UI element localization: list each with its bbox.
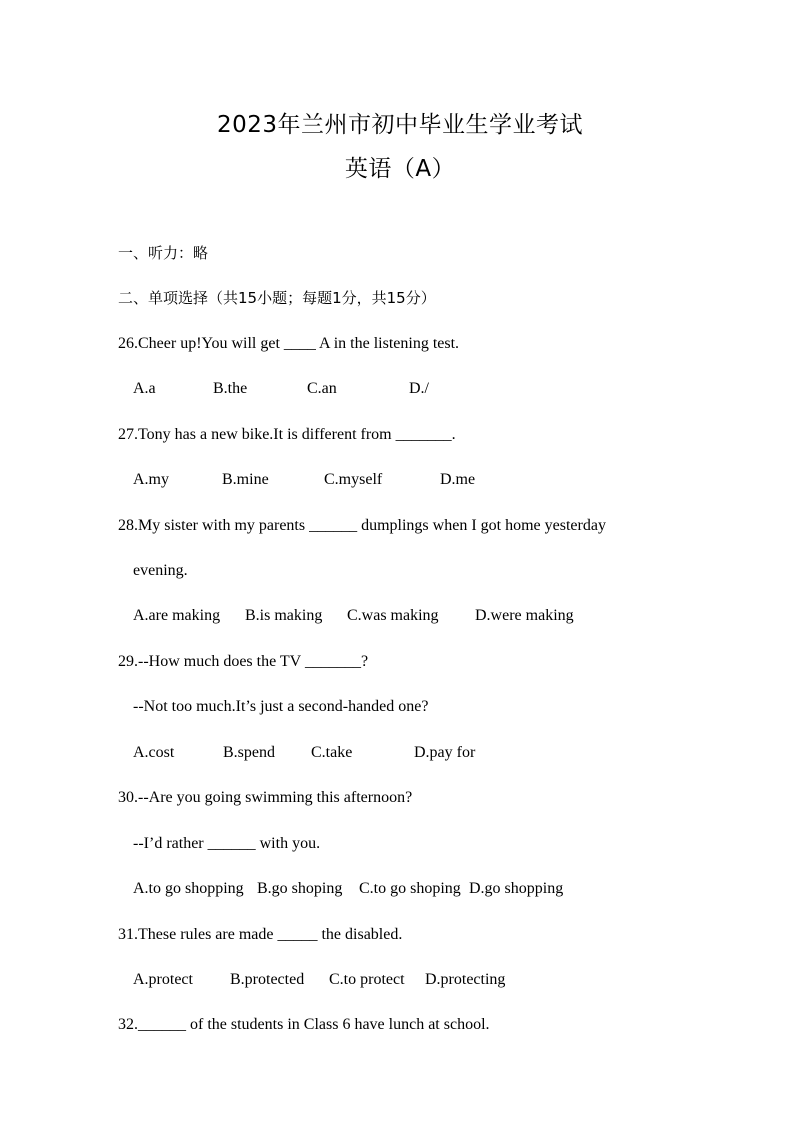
option-d: D.protecting xyxy=(425,971,506,988)
option-b: B.spend xyxy=(223,744,275,761)
question-26-stem: 26.Cheer up!You will get ____ A in the listening test. xyxy=(118,335,460,352)
option-b: B.is making xyxy=(245,607,323,624)
option-c: C.an xyxy=(307,380,337,397)
question-29-options xyxy=(133,743,693,763)
option-c: C.was making xyxy=(347,607,439,624)
question-26-options xyxy=(133,379,693,399)
section-single-choice: 二、单项选择（共15小题；每题1分，共15分） xyxy=(118,289,436,307)
question-30-stem: 30.--Are you going swimming this afternoon? xyxy=(118,789,413,806)
option-c: C.to protect xyxy=(329,971,405,988)
option-d: D./ xyxy=(409,380,429,397)
option-d: D.me xyxy=(440,471,476,488)
option-b: B.protected xyxy=(230,971,305,988)
question-30-reply: --I’d rather ______ with you. xyxy=(133,835,321,852)
option-a: A.my xyxy=(133,471,169,488)
option-d: D.were making xyxy=(475,607,574,624)
option-a: A.a xyxy=(133,380,156,397)
question-28-stem-continued: evening. xyxy=(133,562,188,579)
question-30-options xyxy=(133,879,693,899)
option-c: C.take xyxy=(311,744,353,761)
question-31-stem: 31.These rules are made _____ the disabled. xyxy=(118,926,403,943)
option-c: C.to go shoping xyxy=(359,880,461,897)
option-a: A.protect xyxy=(133,971,193,988)
option-a: A.cost xyxy=(133,744,175,761)
question-32-stem: 32.______ of the students in Class 6 have lunch at school. xyxy=(118,1016,490,1033)
question-28-options xyxy=(133,606,693,626)
section-listening: 一、听力：略 xyxy=(118,244,209,262)
exam-title: 2023年兰州市初中毕业生学业考试 xyxy=(216,112,584,138)
option-a: A.are making xyxy=(133,607,221,624)
option-a: A.to go shopping xyxy=(133,880,244,897)
question-31-options xyxy=(133,970,693,990)
option-b: B.the xyxy=(213,380,248,397)
question-27-options xyxy=(133,470,693,490)
exam-subtitle: 英语（A） xyxy=(344,156,456,182)
option-d: D.pay for xyxy=(414,744,476,761)
question-29-stem: 29.--How much does the TV _______? xyxy=(118,653,369,670)
question-27-stem: 27.Tony has a new bike.It is different from _______. xyxy=(118,426,456,443)
option-c: C.myself xyxy=(324,471,383,488)
option-b: B.go shoping xyxy=(257,880,343,897)
option-d: D.go shopping xyxy=(469,880,564,897)
question-28-stem: 28.My sister with my parents ______ dumplings when I got home yesterday xyxy=(118,517,606,534)
option-b: B.mine xyxy=(222,471,269,488)
question-29-reply: --Not too much.It’s just a second-handed one? xyxy=(133,698,429,715)
